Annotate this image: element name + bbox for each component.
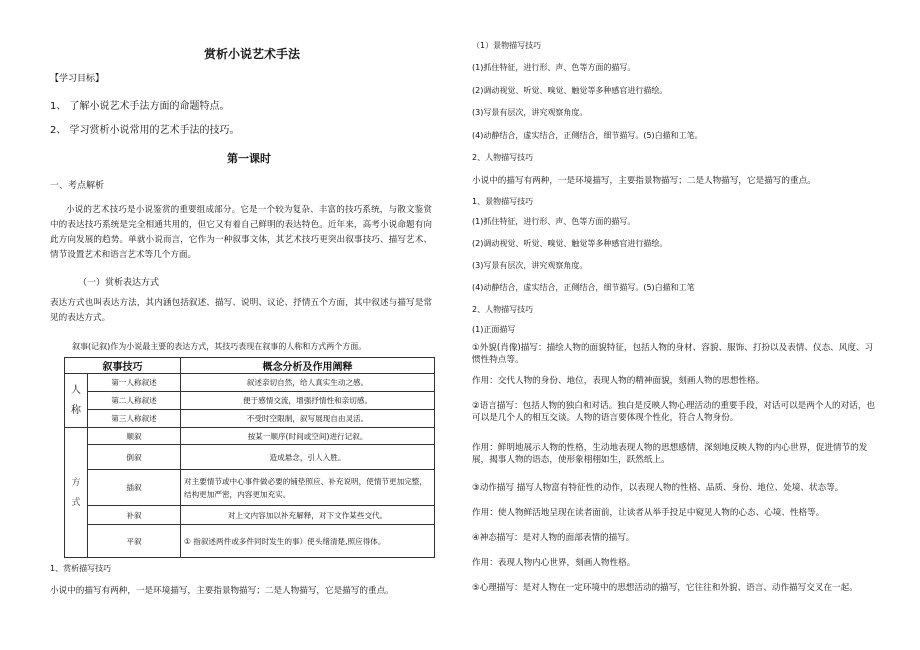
table-cell-name: 补叙 (88, 506, 181, 525)
language-description: ②语言描写：包括人物的独白和对话。独白是反映人物心理活动的重要手段，对话可以是两个人的对话，也可以是几个人的相互交谈。人物的语言要体现个性化，符合人物身份。 (472, 401, 876, 423)
right-line-8: 1、景物描写技巧 (472, 197, 534, 206)
appearance-description: ①外貌(肖像)描写：描绘人物的面貌特征，包括人物的身材、容貌、服饰、打扮以及表情、仪态、风度、习惯性特点等。 (472, 343, 874, 365)
page-title: 赏析小说艺术手法 (204, 47, 301, 61)
expression-description: ④神态描写：是对人物的面部表情的描写。 (472, 533, 635, 543)
sub-heading-description: 1、赏析描写技巧 (50, 564, 112, 573)
right-line-13: 2、人物描写技巧 (472, 305, 534, 314)
action-description: ③动作描写 描写人物富有特征性的动作，以表现人物的性格、品质、身份、地位、处境、状态等。 (472, 483, 844, 493)
right-line-6: 2、人物描写技巧 (472, 153, 534, 162)
right-line-14: (1)正面描写 (472, 325, 516, 334)
right-line-3: (2)调动视觉、听觉、嗅觉、触觉等多种感官进行描绘。 (472, 86, 668, 95)
action-effect: 作用：使人物鲜活地呈现在读者面前，让读者从举手投足中窥见人物的心态、心境、性格等。 (472, 508, 825, 518)
table-cell-name: 第三人称叙述 (88, 410, 181, 428)
description-line: 小说中的描写有两种，一是环境描写，主要指景物描写；二是人物描写，它是描写的重点。 (50, 586, 394, 596)
right-line-2: (1)抓住特征，进行形、声、色等方面的描写。 (472, 63, 636, 72)
table-cell-name: 插叙 (88, 470, 181, 506)
psychology-description: ⑤心理描写：是对人物在一定环境中的思想活动的描写，它往往和外貌、语言、动作描写交叉在一起。 (472, 583, 858, 593)
table-cell-name: 第一人称叙述 (88, 374, 181, 392)
expression-effect: 作用：表现人物内心世界，刻画人物性格。 (472, 558, 636, 568)
table-cell-name: 第二人称叙述 (88, 392, 181, 410)
narration-intro: 叙事(记叙)作为小说最主要的表达方式，其技巧表现在叙事的人称和方式两个方面。 (72, 342, 367, 351)
group-method: 方式 (65, 428, 88, 558)
section-1-heading: 一、考点解析 (50, 181, 105, 191)
sub-heading-expression: （一）赏析表达方式 (78, 278, 160, 288)
table-header-technique: 叙事技巧 (65, 358, 181, 374)
right-line-1: （1）景物描写技巧 (472, 41, 542, 50)
right-line-7: 小说中的描写有两种，一是环境描写，主要指景物描写；二是人物描写，它是描写的重点。 (472, 176, 816, 186)
expression-paragraph: 表达方式也叫表达方法，其内涵包括叙述、描写、说明、议论、抒情五个方面，其中叙述与描写是常见的表达方式。 (50, 298, 432, 323)
lesson-title: 第一课时 (227, 152, 271, 165)
language-effect: 作用：鲜明地展示人物的性格，生动地表现人物的思想感情，深刻地反映人物的内心世界，促进情节的发展，揭事人物的语态，使形象栩栩如生，跃然纸上。 (472, 443, 868, 465)
right-line-5: (4)动静结合，虚实结合，正侧结合，细节描写。(5)白描和工笔。 (472, 131, 703, 140)
right-line-9: (1)抓住特征，进行形、声、色等方面的描写。 (472, 217, 636, 226)
table-cell-name: 倒叙 (88, 445, 181, 470)
right-line-10: (2)调动视觉、听觉、嗅觉、触觉等多种感官进行描绘。 (472, 239, 668, 248)
table-cell-desc: ① 指叙述两件或多件同时发生的事）使头绪清楚,照应得体。 (181, 525, 435, 558)
intro-paragraph: 小说的艺术技巧是小说鉴赏的重要组成部分。它是一个较为复杂、丰富的技巧系统，与散文鉴赏中的表达技巧系统是完全相通共用的，但它又有着自己鲜明的表达特色。近年来，高考小说命题有向此方向发展的趋势。单就小说而言，它作为一种叙事文体，其艺术技巧更突出叙事技巧、描写艺术、情节设置艺术和语言艺术等几个方面。 (50, 205, 432, 260)
table-cell-desc: 对主要情节或中心事件做必要的铺垫照应、补充说明，使情节更加完整，结构更加严密，内容更加充实。 (181, 470, 435, 506)
goals-heading: 【学习目标】 (50, 74, 105, 84)
goal-1: 1、 了解小说艺术手法方面的命题特点。 (50, 101, 230, 112)
table-cell-desc: 不受时空限制，叙写展现自由灵活。 (181, 410, 435, 428)
table-cell-desc: 按某一顺序(时间或空间)进行记叙。 (181, 428, 435, 445)
narration-table (64, 357, 435, 558)
group-person: 人称 (65, 374, 88, 428)
table-header-explanation: 概念分析及作用阐释 (181, 358, 435, 374)
table-cell-name: 顺叙 (88, 428, 181, 445)
table-cell-desc: 便于感情交流，增强抒情性和亲切感。 (181, 392, 435, 410)
goal-2: 2、 学习赏析小说常用的艺术手法的技巧。 (50, 125, 240, 136)
right-line-12: (4)动静结合，虚实结合，正侧结合，细节描写。(5)白描和工笔 (472, 283, 695, 292)
right-line-11: (3)写景有层次，讲究观察角度。 (472, 261, 588, 270)
table-cell-name: 平叙 (88, 525, 181, 558)
appearance-effect: 作用：交代人物的身份、地位，表现人物的精神面貌，刻画人物的思想性格。 (472, 376, 765, 386)
table-cell-desc: 对上文内容加以补充解释，对下文作某些交代。 (181, 506, 435, 525)
right-line-4: (3)写景有层次，讲究观察角度。 (472, 108, 588, 117)
table-cell-desc: 造成悬念，引人入胜。 (181, 445, 435, 470)
table-cell-desc: 叙述亲切自然，给人真实生动之感。 (181, 374, 435, 392)
